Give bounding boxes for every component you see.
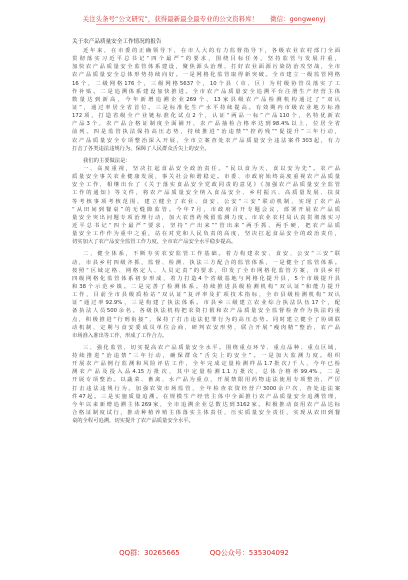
text-line: 开展专项整治。以蔬菜、畜禽、水产品为重点，开展禁限用药物违法使用专项整治，严厉 [72, 377, 340, 384]
text-line: 开展农产品例行监测和风险评估工作，全年完成定量检测样品1.7批次/千人，今年已检 [72, 361, 340, 368]
text-line: 量安全工作作为重中之重，站在对党和人民负责的高度，坚决扛起食品安全的政治责任， [72, 231, 340, 238]
text-line: 测农产品及投入品4.15万批次，其中定量检测1.1万批次，总体合格率99.4%。二是 [72, 369, 340, 376]
text-line: 加快农产品质量安全监管体系建设，聚焦源头治理，打好农业面源污染防治攻坚战，全市 [72, 64, 340, 71]
text-line: 持续推进“治违禁”三年行动，确保群众“舌尖上的安全”。一是加大监测力度。组织 [72, 353, 340, 360]
paragraph-container [72, 47, 340, 425]
text-line: 动，市县乡村四级齐抓，监督、检测、执法三方配合的监管体系，一是健全了监管体系。 [72, 259, 340, 266]
text-line: 证”，通过率居全省首位。三是标准化生产水平持续提高。有效期内市级农业地方标准 [72, 104, 340, 111]
text-line: 市场准入准出等工作，形成了工作合力。 [72, 332, 168, 339]
text-line: 量安全突出问题专项治理行动，加大农兽药残留监测力度。市农业农村局认真贯彻落实习 [72, 214, 340, 221]
text-line: 16个，二级网格176个，三级网格5637个，10个县（市、区）为村级协管员落实了工 [72, 80, 340, 87]
text-line: 按照“区域定格、网格定人、人员定责”的要求，印发了全市网格化监管方案，市县乡村 [72, 267, 340, 274]
document-title: 关于农产品质量安全工作情况的报告 [72, 39, 162, 45]
text-line: 工作，目前全市县级质检站“双认证”复评率及扩项技术指标，全市县级检测机构“双认 [72, 292, 340, 299]
text-line: 和38个示范乡镇。二是完善了检测体系。持续推进县级检测机构“双认证”和能力提升 [72, 283, 340, 290]
text-line: 工作的通知》等文件，将农产品质量安全纳入食品安全、乡村振兴、高质量发展、扶贫 [72, 190, 340, 197]
contact-footer [0, 548, 408, 558]
text-line: 合格证制度试行，推动种植养殖主体落实主体责任，压实质量安全责任，实现从农田到餐 [72, 410, 340, 417]
text-line: 等考核事项考核范围，建立健全了农业、食安、公安“三安”联动机制，实现了农产品 [72, 198, 340, 205]
qq-official: QQ公众号：535304092 [209, 549, 289, 557]
text-line: 四级网格化监管体系初步形成，着力打造4个省级基地与网格化提升县，5个市级提升县 [72, 275, 340, 282]
document-body [72, 38, 340, 425]
text-line: 农产品质量安全专项整治深入开展，全市立案查处农产品质量安全违法案件303起，有力 [72, 137, 340, 144]
text-line: 证”通过率92.9%，三是构建了执法体系。市县乡三级建立农业综合执法队伍17个，配 [72, 300, 340, 307]
text-line: 前列。四是监管执法保持高压态势，持续推进“治违禁”“控药残”“促提升”三年行动， [72, 129, 340, 136]
text-line: 打击了各类违法违规行为，保障了人民群众舌尖上的安全。 [72, 145, 210, 152]
text-line: 近年来，在市委的正确领导下，在市人大的有力监督指导下，各级农业农村部门全面 [83, 48, 340, 54]
text-line: 打击违法违规行为。加强农资市场监管，全年检查农资经营户3000余户次，查处违法案 [72, 385, 340, 392]
header-divider [96, 24, 312, 25]
promo-header-text: 关注头条号“公文研究”，获得最新最全最专业的公文资料库！ [82, 15, 259, 23]
text-line: 安全工作，相继出台了《关于落实食品安全党政同责的意见》《加强农产品质量安全监管 [72, 182, 340, 189]
text-line: 桌的全程可追溯，切实提升了农产品质量安全水平。 [72, 418, 194, 425]
text-line: 一、高度重视，坚决扛起食品安全政治责任。“民以食为天，食以安为先”。农产品 [83, 165, 340, 172]
wechat-id: 微信：gongwenyj [270, 15, 326, 23]
text-line: 产品3个，农产品合格证制度全面铺开，农产品抽检合格率达到98.4%以上，位居全省 [72, 121, 340, 128]
text-line: 作补贴。二是追溯体系建设加快推进。全市农产品质量安全追溯平台注册生产经营主体 [72, 88, 340, 95]
promo-header [0, 14, 408, 23]
paragraph [72, 250, 340, 340]
text-line: 近平总书记“四个最严”要求，坚持“产出来”“管出来”两手抓、两手硬，把农产品质 [72, 222, 340, 229]
text-line: 数量达到新高，今年新增追溯企业269个，13家县级农产品检测机构通过了“双认 [72, 96, 340, 103]
text-line: 二、健全体系，不断夯实农安监管工作基础。着力构建农安、食安、公安“三安”联 [83, 251, 340, 258]
paragraph [72, 157, 340, 247]
text-line: 质量安全事关农业健康发展，事关社会和谐稳定。市委、市政府始终高度重视农产品质量 [72, 174, 340, 181]
paragraph [72, 344, 340, 425]
text-line: 件47起。三是实施质量追溯。在规模生产经营主体中全面推行农产品质量安全追溯管理， [72, 393, 340, 400]
qq-group: QQ群：30265665 [119, 549, 180, 557]
text-line: 切实加大了农产品安全监管工作力度，全市农产品安全水平稳步提高。 [72, 239, 237, 246]
text-line: 点，积极推进“行刑衔接”，保持了打击违法犯罪行为的高压态势。同时建立健全了协调联 [72, 316, 340, 323]
text-line: 动机制，定期与食安委成员单位会商，研判农安形势，联合开展“瘦肉精”整治，农产品 [72, 324, 340, 331]
text-line: 备执法人员500余名。各级执法机构把农资打假和农产品质量安全监督检查作为执法的重 [72, 308, 340, 315]
text-line: 我们的主要做法是： [83, 157, 131, 164]
text-line: “从田间到餐桌”的无缝隙监管。今年7月，市政府召开专题会议，部署开展农产品质 [72, 206, 340, 213]
paragraph [72, 47, 340, 153]
text-line: 172项，打造省级全产业链标准化试点2个，认证“两品一标”产品110个，名特优新农 [72, 113, 340, 120]
text-line: 贯彻落实习近平总书记“四个最严”的要求，围绕目标任务，坚持监管与发展并重， [72, 56, 340, 63]
text-line: 三、强化监管，切实提高农产品质量安全水平。围绕重点环节、重点品种、重点区域， [83, 344, 340, 351]
text-line: 今年以来新增追溯主体269家，全市追溯企业总数达到3162家。积极推动食用农产品达标 [72, 401, 340, 408]
text-line: 农产品质量安全总体形势持续向好。一是网格化监管取得新突破。全市建立一级监管网格 [72, 72, 340, 79]
